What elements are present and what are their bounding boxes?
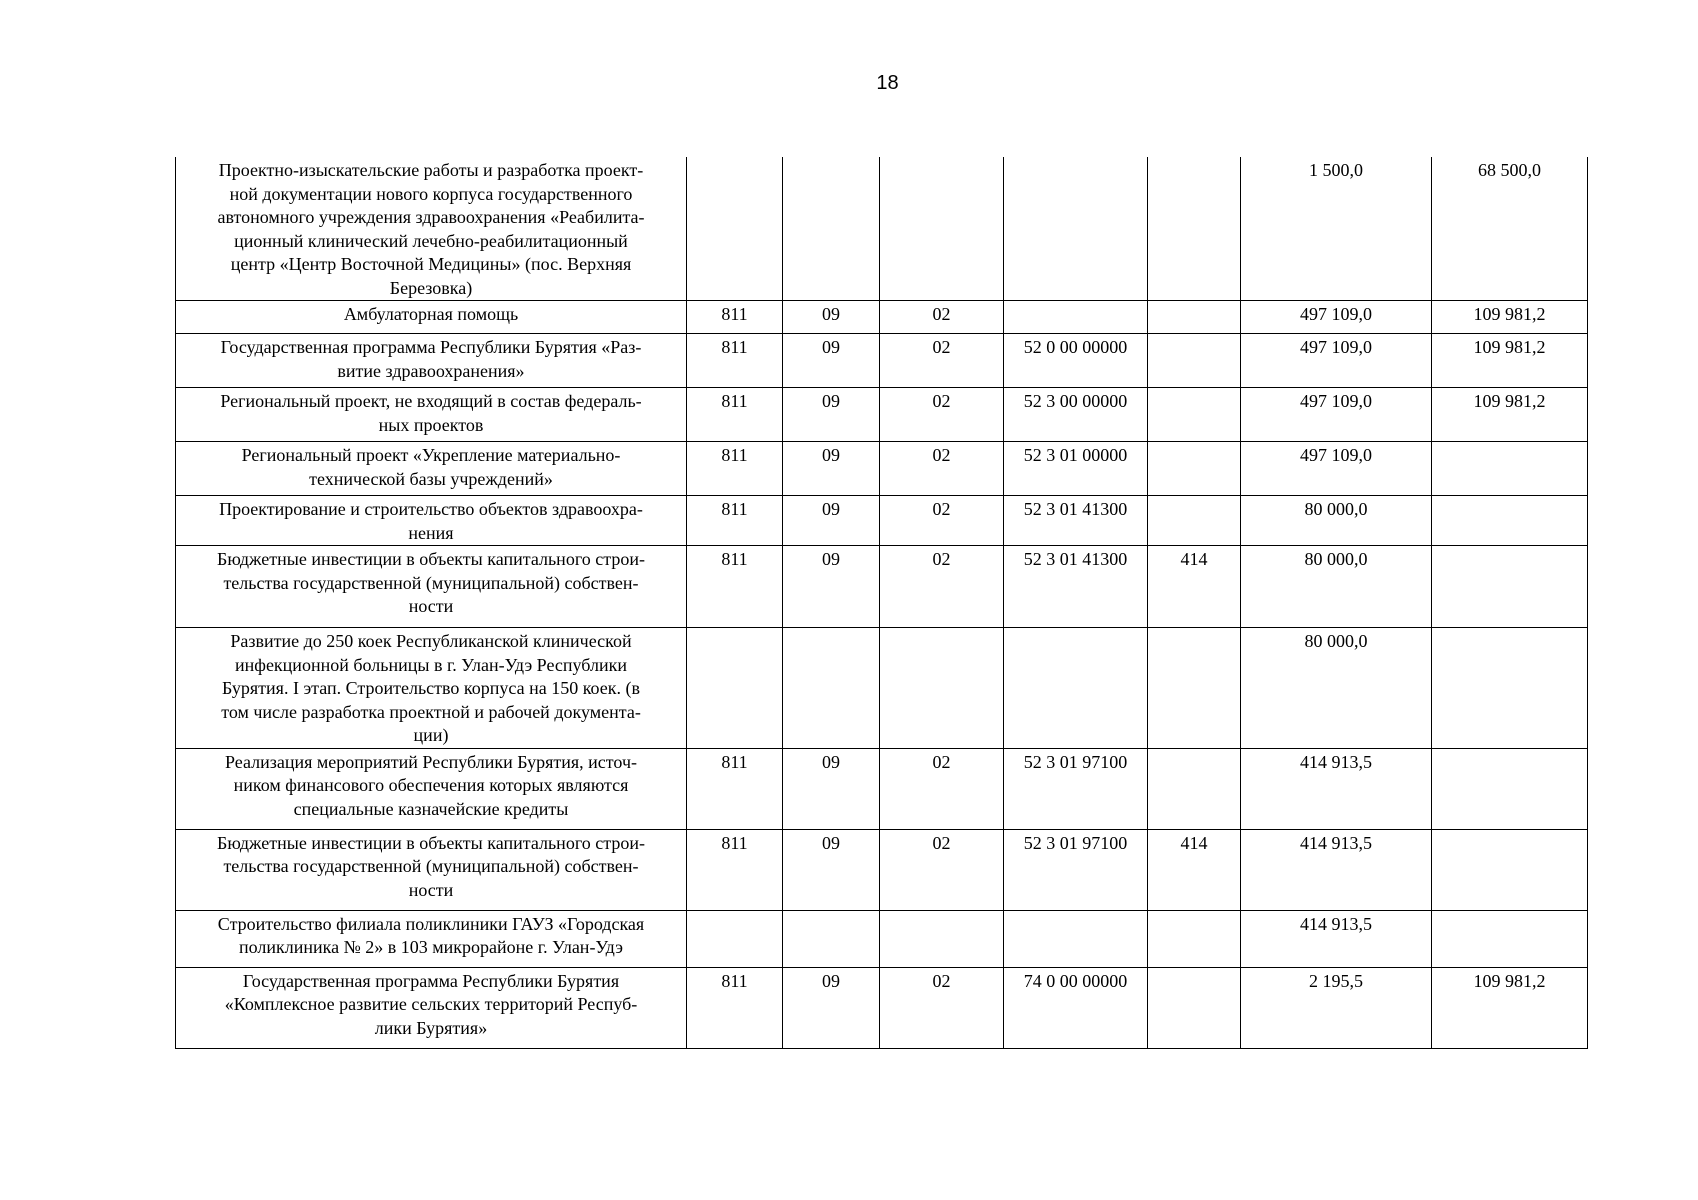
row-name-line: специальные казначейские кредиты bbox=[293, 798, 569, 819]
row-name-line: центр «Центр Восточной Медицины» (пос. Верхняя bbox=[230, 254, 632, 274]
row-name-line: лики Бурятия» bbox=[374, 1017, 488, 1038]
cell-sum1: 414 913,5 bbox=[1241, 910, 1432, 967]
page-number: 18 bbox=[876, 72, 899, 94]
cell-sum1: 80 000,0 bbox=[1241, 628, 1432, 749]
row-name-line: поликлиника № 2» в 103 микрорайоне г. Улан-Удэ bbox=[238, 937, 623, 957]
cell-vr: 414 bbox=[1148, 829, 1241, 910]
cell-ved: 811 bbox=[687, 334, 783, 388]
cell-csr bbox=[1004, 628, 1148, 749]
cell-csr bbox=[1004, 157, 1148, 301]
row-name-line: Строительство филиала поликлиники ГАУЗ «Городская bbox=[217, 913, 645, 934]
cell-vr bbox=[1148, 910, 1241, 967]
cell-ved bbox=[687, 157, 783, 301]
cell-rz: 09 bbox=[783, 301, 880, 334]
cell-sum1: 80 000,0 bbox=[1241, 546, 1432, 628]
row-name-line: ности bbox=[408, 879, 454, 900]
row-name-line: тельства государственной (муниципальной) собствен- bbox=[223, 572, 639, 593]
cell-ved: 811 bbox=[687, 829, 783, 910]
row-name-line: Березовка) bbox=[389, 277, 473, 298]
cell-rz: 09 bbox=[783, 442, 880, 496]
row-name-line: тельства государственной (муниципальной) собствен- bbox=[223, 856, 639, 876]
row-name bbox=[176, 388, 687, 442]
row-name-line: Региональный проект, не входящий в состав федераль- bbox=[220, 391, 642, 411]
cell-csr: 74 0 00 00000 bbox=[1004, 967, 1148, 1048]
cell-pr: 02 bbox=[880, 967, 1004, 1048]
cell-sum2: 109 981,2 bbox=[1432, 301, 1588, 334]
table-row bbox=[176, 910, 1588, 967]
cell-sum2: 109 981,2 bbox=[1432, 334, 1588, 388]
cell-sum2 bbox=[1432, 748, 1588, 829]
cell-vr bbox=[1148, 628, 1241, 749]
row-name-line: Развитие до 250 коек Республиканской клинической bbox=[230, 631, 632, 651]
row-name bbox=[176, 967, 687, 1048]
cell-vr bbox=[1148, 334, 1241, 388]
row-name-line: Региональный проект «Укрепление материально- bbox=[241, 445, 621, 465]
cell-pr bbox=[880, 157, 1004, 301]
cell-sum2: 109 981,2 bbox=[1432, 388, 1588, 442]
cell-pr: 02 bbox=[880, 388, 1004, 442]
cell-sum2: 68 500,0 bbox=[1432, 157, 1588, 301]
row-name bbox=[176, 829, 687, 910]
cell-csr: 52 3 01 41300 bbox=[1004, 546, 1148, 628]
cell-rz: 09 bbox=[783, 546, 880, 628]
cell-sum1: 497 109,0 bbox=[1241, 388, 1432, 442]
row-name bbox=[176, 301, 687, 334]
cell-sum1: 414 913,5 bbox=[1241, 748, 1432, 829]
cell-sum2 bbox=[1432, 546, 1588, 628]
row-name-line: Бюджетные инвестиции в объекты капитального строи- bbox=[217, 549, 645, 569]
cell-sum1: 1 500,0 bbox=[1241, 157, 1432, 301]
row-name-line: Проектирование и строительство объектов здравоохра- bbox=[219, 499, 643, 519]
cell-ved: 811 bbox=[687, 967, 783, 1048]
cell-pr: 02 bbox=[880, 496, 1004, 546]
row-name-line: ности bbox=[408, 596, 454, 616]
cell-rz bbox=[783, 157, 880, 301]
row-name-line: ции) bbox=[413, 725, 449, 745]
row-name-line: Бурятия. I этап. Строительство корпуса на 150 коек. (в bbox=[222, 678, 640, 698]
cell-sum1: 80 000,0 bbox=[1241, 496, 1432, 546]
cell-ved: 811 bbox=[687, 301, 783, 334]
cell-pr: 02 bbox=[880, 301, 1004, 334]
cell-rz bbox=[783, 910, 880, 967]
row-name-line: Государственная программа Республики Бурятия «Раз- bbox=[220, 337, 642, 357]
cell-sum2 bbox=[1432, 910, 1588, 967]
cell-vr: 414 bbox=[1148, 546, 1241, 628]
cell-vr bbox=[1148, 157, 1241, 301]
cell-sum2 bbox=[1432, 829, 1588, 910]
row-name bbox=[176, 334, 687, 388]
cell-csr: 52 0 00 00000 bbox=[1004, 334, 1148, 388]
cell-sum2 bbox=[1432, 628, 1588, 749]
row-name-line: ционный клинический лечебно-реабилитационный bbox=[234, 230, 628, 251]
row-name-line: том числе разработка проектной и рабочей документа- bbox=[221, 701, 641, 722]
cell-sum1: 497 109,0 bbox=[1241, 301, 1432, 334]
cell-sum1: 414 913,5 bbox=[1241, 829, 1432, 910]
cell-pr: 02 bbox=[880, 546, 1004, 628]
cell-ved: 811 bbox=[687, 748, 783, 829]
cell-rz bbox=[783, 628, 880, 749]
table-row bbox=[176, 748, 1588, 829]
cell-vr bbox=[1148, 496, 1241, 546]
row-name-line: «Комплексное развитие сельских территорий Респуб- bbox=[224, 994, 638, 1014]
cell-sum2 bbox=[1432, 442, 1588, 496]
table-row bbox=[176, 967, 1588, 1048]
cell-sum1: 497 109,0 bbox=[1241, 442, 1432, 496]
table-row bbox=[176, 442, 1588, 496]
cell-ved: 811 bbox=[687, 546, 783, 628]
cell-sum1: 497 109,0 bbox=[1241, 334, 1432, 388]
row-name-line: Бюджетные инвестиции в объекты капитального строи- bbox=[217, 832, 645, 853]
row-name-line: ной документации нового корпуса государственного bbox=[229, 183, 633, 204]
cell-vr bbox=[1148, 388, 1241, 442]
cell-sum2 bbox=[1432, 496, 1588, 546]
row-name-line: технической базы учреждений» bbox=[309, 468, 553, 489]
cell-ved: 811 bbox=[687, 442, 783, 496]
row-name bbox=[176, 442, 687, 496]
row-name bbox=[176, 910, 687, 967]
row-name-line: автономного учреждения здравоохранения «Реабилита- bbox=[217, 207, 645, 227]
row-name-line: ником финансового обеспечения которых являются bbox=[233, 775, 629, 795]
row-name-line: инфекционной больницы в г. Улан-Удэ Республики bbox=[235, 654, 627, 675]
table-row bbox=[176, 628, 1588, 749]
row-name-line: Амбулаторная помощь bbox=[343, 304, 519, 324]
table-row bbox=[176, 301, 1588, 334]
cell-pr: 02 bbox=[880, 829, 1004, 910]
row-name bbox=[176, 496, 687, 546]
row-name bbox=[176, 546, 687, 628]
cell-rz: 09 bbox=[783, 748, 880, 829]
cell-csr: 52 3 00 00000 bbox=[1004, 388, 1148, 442]
row-name-line: витие здравоохранения» bbox=[337, 360, 525, 381]
cell-vr bbox=[1148, 967, 1241, 1048]
cell-pr bbox=[880, 910, 1004, 967]
table-row bbox=[176, 334, 1588, 388]
cell-rz: 09 bbox=[783, 496, 880, 546]
cell-ved: 811 bbox=[687, 496, 783, 546]
row-name-line: Реализация мероприятий Республики Бурятия, источ- bbox=[224, 751, 638, 772]
cell-csr: 52 3 01 97100 bbox=[1004, 748, 1148, 829]
row-name-line: Проектно-изыскательские работы и разработка проект- bbox=[218, 160, 644, 180]
row-name-line: Государственная программа Республики Бурятия bbox=[242, 970, 620, 991]
row-name-line: ных проектов bbox=[378, 414, 484, 435]
cell-csr: 52 3 01 41300 bbox=[1004, 496, 1148, 546]
cell-ved: 811 bbox=[687, 388, 783, 442]
cell-pr: 02 bbox=[880, 334, 1004, 388]
cell-rz: 09 bbox=[783, 967, 880, 1048]
cell-csr bbox=[1004, 301, 1148, 334]
row-name bbox=[176, 628, 687, 749]
table-row bbox=[176, 157, 1588, 301]
table-row bbox=[176, 829, 1588, 910]
row-name bbox=[176, 157, 687, 301]
cell-sum2: 109 981,2 bbox=[1432, 967, 1588, 1048]
cell-ved bbox=[687, 910, 783, 967]
row-name bbox=[176, 748, 687, 829]
cell-sum1: 2 195,5 bbox=[1241, 967, 1432, 1048]
cell-rz: 09 bbox=[783, 829, 880, 910]
cell-pr: 02 bbox=[880, 442, 1004, 496]
row-name-line: нения bbox=[408, 522, 454, 543]
cell-vr bbox=[1148, 748, 1241, 829]
cell-csr bbox=[1004, 910, 1148, 967]
cell-rz: 09 bbox=[783, 388, 880, 442]
cell-pr: 02 bbox=[880, 748, 1004, 829]
table-row bbox=[176, 496, 1588, 546]
cell-ved bbox=[687, 628, 783, 749]
table-row bbox=[176, 388, 1588, 442]
table-row bbox=[176, 546, 1588, 628]
cell-rz: 09 bbox=[783, 334, 880, 388]
cell-csr: 52 3 01 97100 bbox=[1004, 829, 1148, 910]
cell-pr bbox=[880, 628, 1004, 749]
cell-vr bbox=[1148, 442, 1241, 496]
cell-vr bbox=[1148, 301, 1241, 334]
cell-csr: 52 3 01 00000 bbox=[1004, 442, 1148, 496]
budget-table bbox=[175, 157, 1588, 1049]
